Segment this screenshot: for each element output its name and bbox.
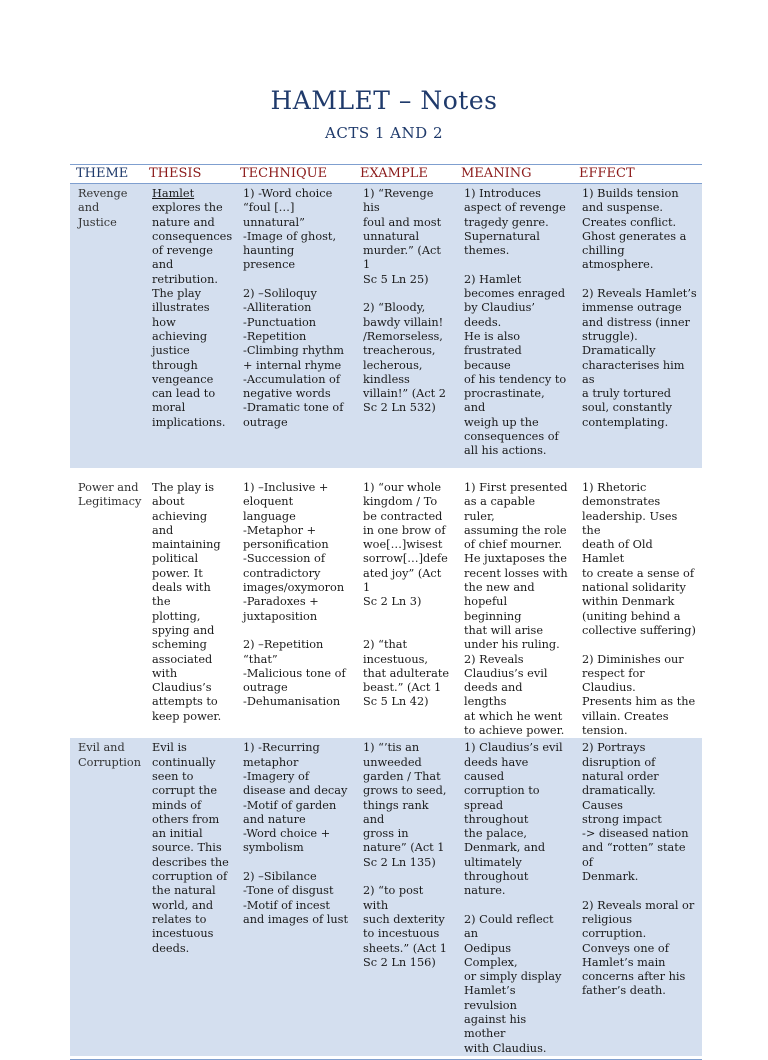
- document-subtitle: ACTS 1 AND 2: [325, 124, 443, 142]
- meaning-cell: 1) Introduces aspect of revenge tragedy genre. Supernatural themes. 2) Hamlet becomes enraged by Claudius’ deeds. He is also frustrated because of his tendency to procrastinate, and weigh up the consequences of all his actions.: [455, 184, 573, 469]
- effect-cell: 1) Rhetoric demonstrates leadership. Uses the death of Old Hamlet to create a sense of national solidarity within Denmark (uniting behind a collective suffering) 2) Diminishes our respect for Claudius. Presents him as the villain. Creates tension.: [582, 481, 696, 738]
- example-cell: 1) “Revenge his foul and most unnatural murder.” (Act 1 Sc 5 Ln 25) 2) “Bloody, bawdy villain! /Remorseless, treacherous, lecherous, kindless villain!” (Act 2 Sc 2 Ln 532): [354, 184, 455, 469]
- theme-cell: Revenge and Justice: [70, 184, 143, 469]
- effect-cell: 1) Builds tension and suspense. Creates conflict. Ghost generates a chilling atmosphere. 2) Reveals Hamlet’s immense outrage and distress (inner struggle). Dramatically characterises him as a truly tortured soul, constantly contemplating.: [573, 184, 702, 469]
- example-cell: 1) “’tis an unweeded garden / That grows to seed, things rank and gross in nature” (Act 1 Sc 2 Ln 135) 2) “to post with such dexterity to incestuous sheets.” (Act 1 Sc 2 Ln 156): [354, 738, 455, 1056]
- document-title: HAMLET – Notes: [270, 86, 498, 115]
- header-thesis: THESIS: [143, 165, 234, 184]
- header-example: EXAMPLE: [354, 165, 455, 184]
- technique-cell: 1) -Recurring metaphor -Imagery of disease and decay -Motif of garden and nature -Word choice + symbolism 2) –Sibilance -Tone of disgust -Motif of incest and images of lust: [234, 738, 354, 1056]
- header-technique: TECHNIQUE: [234, 165, 354, 184]
- table-row: [70, 184, 702, 469]
- theme-cell: Evil and Corruption: [70, 738, 143, 1056]
- header-meaning: MEANING: [455, 165, 573, 184]
- notes-table: [70, 164, 702, 1060]
- row-separator: [70, 468, 702, 478]
- theme-cell: Power and Legitimacy: [78, 481, 142, 509]
- table-row: [70, 478, 702, 738]
- table-row: [70, 738, 702, 1056]
- table-bottom-border: [70, 1056, 702, 1060]
- example-cell: 1) “our whole kingdom / To be contracted in one brow of woe[…]wisest sorrow[…]defe ated joy” (Act 1 Sc 2 Ln 3) 2) “that incestuous, that adulterate beast.” (Act 1 Sc 5 Ln 42): [363, 481, 450, 709]
- thesis-cell: Evil is continually seen to corrupt the minds of others from an initial source. This describes the corruption of the natural world, and relates to incestuous deeds.: [143, 738, 234, 1056]
- technique-cell: 1) –Inclusive + eloquent language -Metaphor + personification -Succession of contradictory images/oxymoron -Paradoxes + juxtaposition 2) –Repetition “that” -Malicious tone of outrage -Dehumanisation: [243, 481, 346, 709]
- technique-cell: 1) -Word choice “foul […] unnatural” -Image of ghost, haunting presence 2) –Soliloquy -Alliteration -Punctuation -Repetition -Climbing rhythm + internal rhyme -Accumulation of negative words -Dramatic tone of outrage: [234, 184, 354, 469]
- thesis-text: explores the nature and consequences of revenge and retribution. The play illustrates how achieving justice through vengeance can lead to moral implications.: [152, 201, 233, 429]
- thesis-cell: The play is about achieving and maintaining political power. It deals with the plotting, spying and scheming associated with Claudius’s attempts to keep power.: [152, 481, 222, 723]
- meaning-cell: 1) First presented as a capable ruler, assuming the role of chief mourner. He juxtaposes the recent losses with the new and hopeful beginning that will arise under his ruling. 2) Reveals Claudius’s evil deeds and lengths at which he went to achieve power.: [464, 481, 568, 738]
- header-effect: EFFECT: [573, 165, 702, 184]
- header-theme: THEME: [70, 165, 143, 184]
- meaning-cell: 1) Claudius’s evil deeds have caused corruption to spread throughout the palace, Denmark, and ultimately throughout nature. 2) Could reflect an Oedipus Complex, or simply display Hamlet’s revulsion against his mother with Claudius.: [455, 738, 573, 1056]
- thesis-underlined-word: Hamlet: [152, 187, 195, 200]
- effect-cell: 2) Portrays disruption of natural order dramatically. Causes strong impact -> diseased nation and “rotten” state of Denmark. 2) Reveals moral or religious corruption. Conveys one of Hamlet’s main concerns after his father’s death.: [573, 738, 702, 1056]
- table-header-row: [70, 165, 702, 184]
- thesis-cell: [143, 184, 234, 469]
